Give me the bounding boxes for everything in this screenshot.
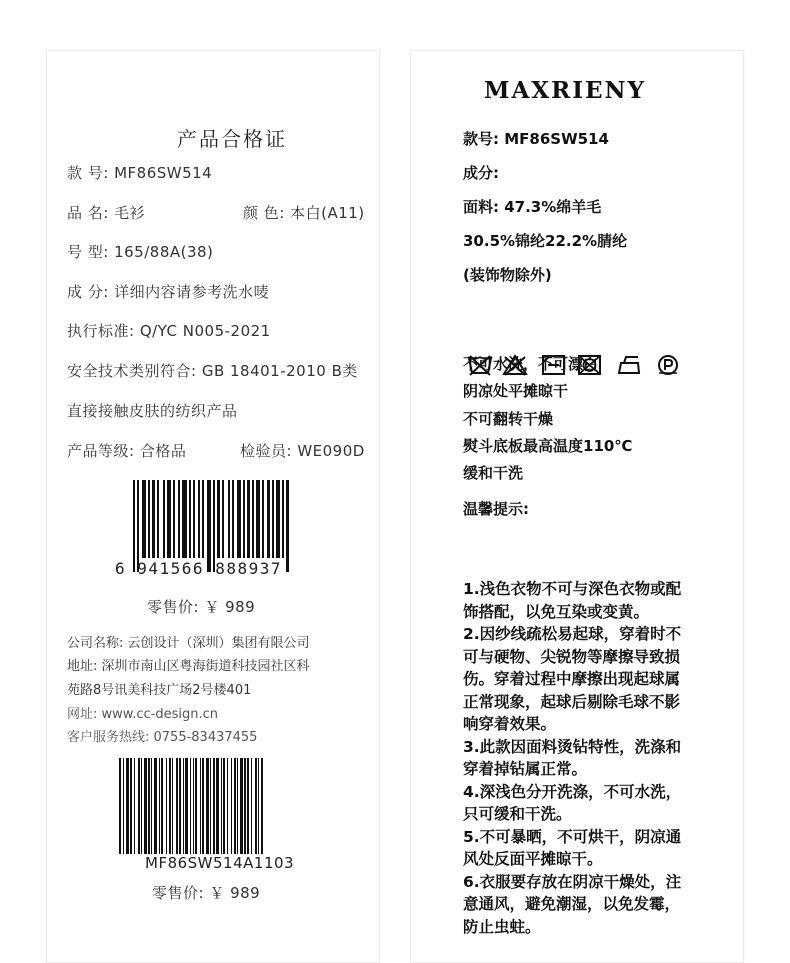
dry-clean-p-icon — [655, 354, 681, 376]
tip-5: 5.不可暴晒，不可烘干，阴凉通风处反面平摊晾干。 — [463, 827, 682, 868]
certificate-title: 产品合格证 — [177, 127, 287, 151]
product-color: 颜 色: 本白(A11) — [243, 204, 365, 222]
tip-2: 2.因纱线疏松易起球，穿着时不可与硬物、尖锐物等摩擦导致损伤。穿着过程中摩擦出现起球属正常现象，起球后剔除毛球不影响穿着效果。 — [463, 625, 682, 733]
fabric-line-3: (装饰物除外) — [463, 266, 552, 284]
composition-note: 成 分: 详细内容请参考洗水唛 — [67, 283, 270, 301]
sku-barcode-text: MF86SW514A1103 — [145, 854, 295, 872]
wash-care-label — [410, 50, 744, 963]
style-number: 款 号: MF86SW514 — [67, 164, 213, 182]
tips-title: 温馨提示: — [463, 500, 529, 518]
care-text-3: 不可翻转干燥 — [463, 410, 554, 428]
retail-price-2: 零售价: ￥ 989 — [152, 884, 261, 902]
standard: 执行标准: Q/YC N005-2021 — [67, 322, 271, 340]
address-line-2: 苑路8号讯美科技广场2号楼401 — [67, 683, 252, 698]
website: 网址: www.cc-design.cn — [67, 707, 218, 722]
product-name: 品 名: 毛衫 — [67, 204, 146, 222]
care-text-2: 阴凉处平摊晾干 — [463, 382, 569, 400]
iron-110-icon — [616, 354, 642, 376]
address-line-1: 地址: 深圳市南山区粤海街道科技园社区科 — [67, 659, 310, 674]
company-name: 公司名称: 云创设计（深圳）集团有限公司 — [67, 636, 310, 651]
size-spec: 号 型: 165/88A(38) — [67, 243, 214, 261]
brand-logo: MAXRIENY — [484, 77, 646, 104]
tip-1: 1.浅色衣物不可与深色衣物或配饰搭配，以免互染或变黄。 — [463, 580, 682, 621]
retail-price: 零售价: ￥ 989 — [147, 598, 256, 616]
safety-category: 安全技术类别符合: GB 18401-2010 B类 — [67, 362, 358, 380]
product-certificate-label — [46, 50, 380, 963]
sku-barcode — [119, 758, 309, 854]
care-text-5: 缓和干洗 — [463, 464, 524, 482]
fabric-line-2: 30.5%锦纶22.2%腈纶 — [463, 232, 628, 250]
tip-6: 6.衣服要存放在阴凉干燥处，注意通风，避免潮湿，以免发霉，防止虫蛀。 — [463, 872, 682, 936]
safety-category-desc: 直接接触皮肤的纺织产品 — [67, 402, 238, 420]
service-hotline: 客户服务热线: 0755-83437455 — [67, 730, 258, 745]
care-text-4: 熨斗底板最高温度110℃ — [463, 437, 633, 455]
composition-label: 成分: — [463, 164, 499, 182]
style-number: 款号: MF86SW514 — [463, 130, 609, 148]
ean-barcode-digits: 6 941566 888937 — [115, 559, 282, 578]
tips-list — [463, 578, 688, 938]
fabric-line-1: 面料: 47.3%绵羊毛 — [463, 198, 602, 216]
product-grade: 产品等级: 合格品 — [67, 442, 187, 460]
tip-3: 3.此款因面料烫钻特性，洗涤和穿着掉钻属正常。 — [463, 737, 682, 778]
care-text-1: 不可水洗，不可漂白 — [463, 355, 599, 373]
inspector: 检验员: WE090D — [240, 442, 365, 460]
tip-4: 4.深浅色分开洗涤，不可水洗，只可缓和干洗。 — [463, 782, 682, 823]
